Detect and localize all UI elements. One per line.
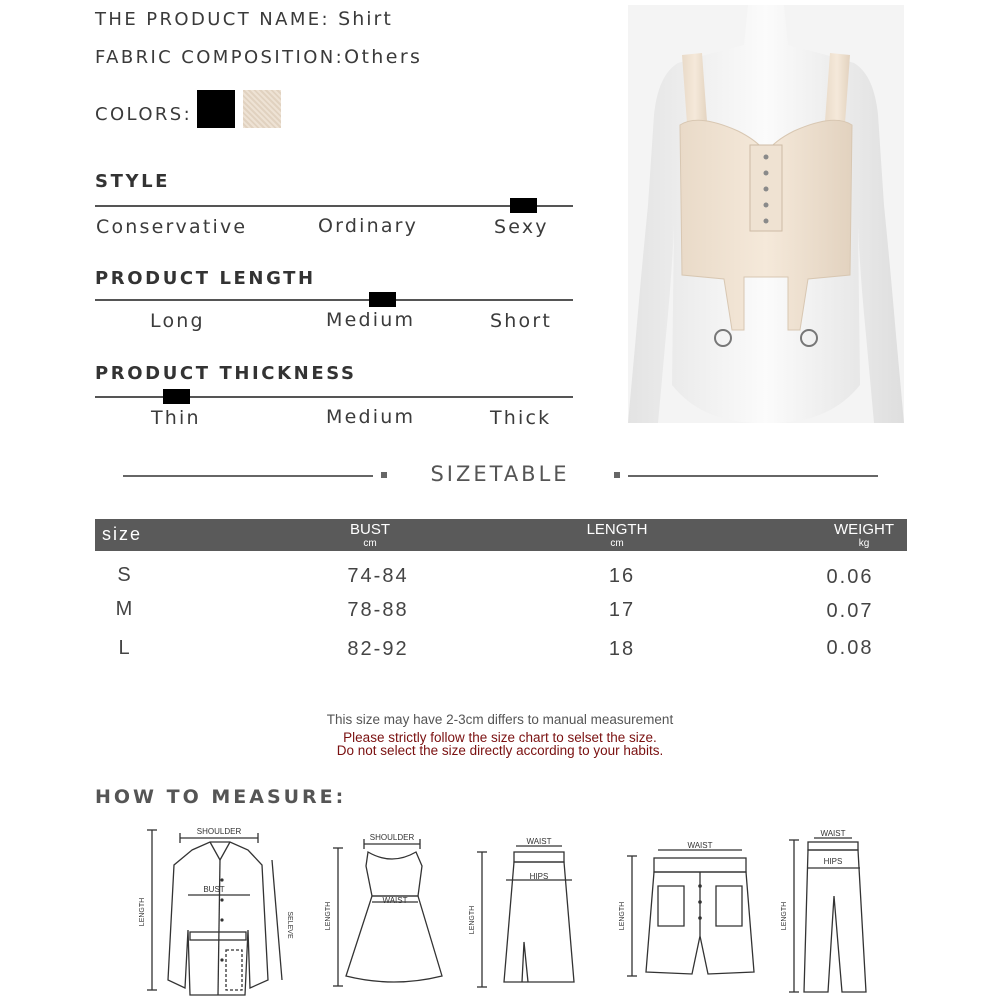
row-m-size: M <box>115 598 135 620</box>
row-l-weight: 0.08 <box>826 637 874 659</box>
length-option-long: Long <box>150 310 205 332</box>
row-m-bust: 78-88 <box>347 599 409 621</box>
dress-length-label: LENGTH <box>325 901 332 931</box>
row-s-weight: 0.06 <box>826 566 874 588</box>
sizetable-dot-right <box>614 472 620 478</box>
style-title: STYLE <box>95 171 171 192</box>
product-name-row <box>95 8 393 30</box>
thickness-title: PRODUCT THICKNESS <box>95 363 357 384</box>
col-bust: BUST cm <box>349 521 390 549</box>
style-option-sexy: Sexy <box>494 216 549 238</box>
dress-waist-label: WAIST <box>382 896 408 905</box>
thickness-option-medium: Medium <box>326 406 416 428</box>
pants-waist-label: WAIST <box>820 829 846 838</box>
row-l-size: L <box>118 637 132 659</box>
pants-measure-diagram <box>778 826 890 998</box>
pants-length-label: LENGTH <box>781 901 788 931</box>
col-weight: WEIGHT kg <box>834 521 894 549</box>
size-table-header <box>95 519 907 551</box>
dress-shoulder-label: SHOULDER <box>369 833 415 842</box>
col-size: size <box>102 524 143 544</box>
jacket-length-label: LENGTH <box>139 897 146 927</box>
warning-line-1: Please strictly follow the size chart to selset the size. <box>343 730 657 745</box>
row-m-weight: 0.07 <box>826 600 874 622</box>
product-name-value: Shirt <box>338 8 393 30</box>
measurement-note: This size may have 2-3cm differs to manual measurement <box>326 712 674 727</box>
row-s-size: S <box>117 564 133 586</box>
row-l-bust: 82-92 <box>347 638 409 660</box>
skirt-measure-diagram <box>462 832 592 998</box>
product-name-label: THE PRODUCT NAME: <box>95 9 331 30</box>
shorts-length-label: LENGTH <box>619 901 626 931</box>
thickness-option-thin: Thin <box>151 407 201 429</box>
style-scale-marker <box>510 198 537 213</box>
pants-hips-label: HIPS <box>823 857 843 866</box>
how-to-measure-title: HOW TO MEASURE: <box>95 786 347 808</box>
skirt-length-label: LENGTH <box>469 905 476 935</box>
sizetable-title: SIZETABLE <box>430 462 570 486</box>
row-m-length: 17 <box>608 599 636 621</box>
colors-label: COLORS: <box>95 104 193 125</box>
thickness-scale-marker <box>163 389 190 404</box>
jacket-sleeve-label: SELEVE <box>286 911 293 939</box>
shorts-waist-label: WAIST <box>687 841 713 850</box>
length-title: PRODUCT LENGTH <box>95 268 316 289</box>
col-length: LENGTH cm <box>586 521 648 549</box>
dress-measure-diagram <box>318 826 458 998</box>
warning-line-2: Do not select the size directly according to your habits. <box>336 743 664 758</box>
sizetable-rule-right <box>628 475 878 477</box>
skirt-waist-label: WAIST <box>526 837 552 846</box>
shorts-measure-diagram <box>614 836 774 986</box>
product-photo <box>628 5 904 423</box>
style-option-ordinary: Ordinary <box>318 215 419 237</box>
row-l-length: 18 <box>608 638 636 660</box>
jacket-bust-label: BUST <box>203 885 225 894</box>
color-swatch-apricot[interactable] <box>243 90 281 128</box>
color-swatch-black[interactable] <box>197 90 235 128</box>
fabric-value: Others <box>344 46 423 68</box>
style-option-conservative: Conservative <box>96 216 248 238</box>
fabric-label: FABRIC COMPOSITION: <box>95 47 345 68</box>
thickness-option-thick: Thick <box>490 407 552 429</box>
length-option-medium: Medium <box>326 309 416 331</box>
jacket-measure-diagram <box>130 820 310 998</box>
row-s-length: 16 <box>608 565 636 587</box>
style-scale-track <box>95 205 573 207</box>
skirt-hips-label: HIPS <box>529 872 549 881</box>
jacket-shoulder-label: SHOULDER <box>196 827 242 836</box>
length-option-short: Short <box>490 310 552 332</box>
length-scale-track <box>95 299 573 301</box>
length-scale-marker <box>369 292 396 307</box>
row-s-bust: 74-84 <box>347 565 409 587</box>
fabric-row <box>95 46 422 68</box>
